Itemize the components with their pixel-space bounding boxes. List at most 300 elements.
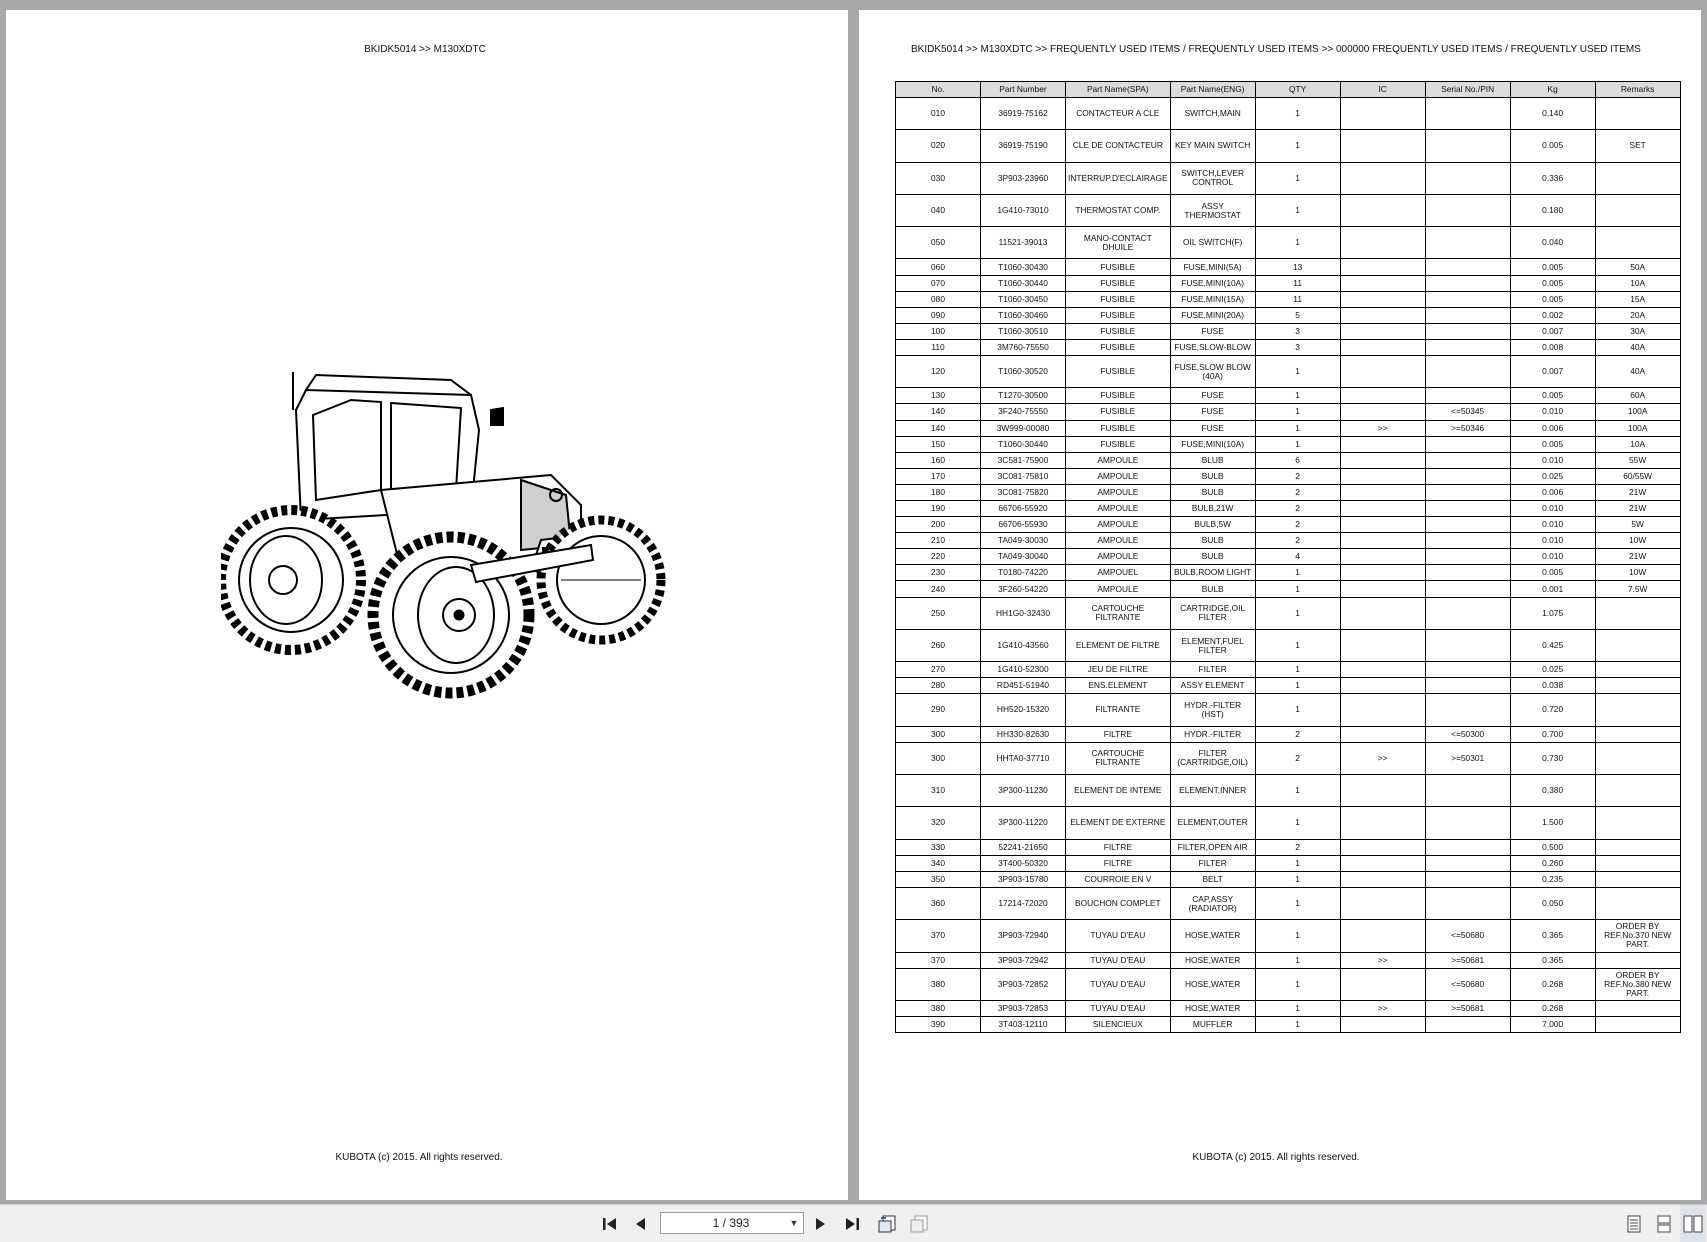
cell-remarks <box>1595 742 1680 774</box>
cell-serial <box>1425 887 1510 919</box>
cell-ic <box>1340 920 1425 952</box>
cell-qty: 11 <box>1255 275 1340 291</box>
cell-part-number: T1060-30450 <box>981 291 1066 307</box>
cell-part-name-spa: FILTRE <box>1066 839 1171 855</box>
cell-qty: 1 <box>1255 565 1340 581</box>
cell-part-name-eng: ASSY ELEMENT <box>1170 678 1255 694</box>
cell-part-name-eng: BULB <box>1170 549 1255 565</box>
cell-ic <box>1340 130 1425 162</box>
cell-no: 100 <box>896 323 981 339</box>
cell-ic <box>1340 726 1425 742</box>
cell-qty: 4 <box>1255 549 1340 565</box>
cell-serial <box>1425 775 1510 807</box>
cell-part-name-spa: FUSIBLE <box>1066 436 1171 452</box>
cell-qty: 1 <box>1255 581 1340 597</box>
cell-part-name-spa: FUSIBLE <box>1066 339 1171 355</box>
cell-qty: 2 <box>1255 742 1340 774</box>
cell-remarks <box>1595 775 1680 807</box>
cell-no: 230 <box>896 565 981 581</box>
cell-part-number: 3F240-75550 <box>981 404 1066 420</box>
copy-page-icon <box>909 1214 929 1234</box>
continuous-view-button[interactable] <box>1652 1205 1676 1242</box>
cell-part-number: 3P903-72942 <box>981 952 1066 968</box>
table-row <box>896 871 1681 887</box>
cell-serial <box>1425 130 1510 162</box>
cell-ic <box>1340 581 1425 597</box>
cell-kg: 1.075 <box>1510 597 1595 629</box>
cell-kg: 0.038 <box>1510 678 1595 694</box>
cell-kg: 0.268 <box>1510 968 1595 1000</box>
cell-no: 300 <box>896 742 981 774</box>
rotate-page-icon <box>877 1214 897 1234</box>
cell-remarks: 10A <box>1595 275 1680 291</box>
cell-serial <box>1425 807 1510 839</box>
cell-kg: 0.005 <box>1510 275 1595 291</box>
cell-serial <box>1425 694 1510 726</box>
cell-ic <box>1340 98 1425 130</box>
cell-qty: 1 <box>1255 597 1340 629</box>
cell-no: 380 <box>896 1000 981 1016</box>
cell-no: 360 <box>896 887 981 919</box>
cell-part-name-spa: COURROIE EN V <box>1066 871 1171 887</box>
column-header: Part Name(SPA) <box>1066 82 1171 98</box>
left-page <box>6 10 848 1200</box>
cell-ic <box>1340 291 1425 307</box>
left-page-header: BKIDK5014 >> M130XDTC <box>364 44 486 55</box>
cell-part-number: HH330-82630 <box>981 726 1066 742</box>
cell-kg: 0.425 <box>1510 629 1595 661</box>
cell-serial <box>1425 194 1510 226</box>
cell-remarks <box>1595 98 1680 130</box>
first-page-button[interactable] <box>598 1205 622 1242</box>
rotate-page-button[interactable] <box>874 1205 900 1242</box>
cell-kg: 0.005 <box>1510 388 1595 404</box>
cell-serial <box>1425 549 1510 565</box>
cell-kg: 0.040 <box>1510 227 1595 259</box>
cell-part-name-spa: CARTOUCHE FILTRANTE <box>1066 597 1171 629</box>
cell-kg: 0.380 <box>1510 775 1595 807</box>
page-number-select[interactable] <box>660 1212 804 1234</box>
cell-remarks <box>1595 887 1680 919</box>
cell-part-name-eng: FILTER <box>1170 855 1255 871</box>
cell-part-name-spa: FUSIBLE <box>1066 356 1171 388</box>
cell-part-name-spa: TUYAU D'EAU <box>1066 968 1171 1000</box>
cell-part-name-spa: AMPOULE <box>1066 581 1171 597</box>
cell-serial <box>1425 468 1510 484</box>
cell-part-name-eng: HOSE,WATER <box>1170 920 1255 952</box>
cell-part-name-spa: AMPOULE <box>1066 468 1171 484</box>
table-row <box>896 742 1681 774</box>
cell-part-name-spa: FILTRE <box>1066 855 1171 871</box>
table-row <box>896 291 1681 307</box>
cell-no: 080 <box>896 291 981 307</box>
cell-qty: 1 <box>1255 775 1340 807</box>
cell-no: 270 <box>896 662 981 678</box>
cell-ic <box>1340 855 1425 871</box>
cell-qty: 1 <box>1255 807 1340 839</box>
cell-no: 370 <box>896 920 981 952</box>
cell-part-name-eng: BLUB <box>1170 452 1255 468</box>
cell-part-number: 3C581-75900 <box>981 452 1066 468</box>
cell-part-name-spa: FUSIBLE <box>1066 388 1171 404</box>
table-row <box>896 920 1681 952</box>
cell-qty: 1 <box>1255 130 1340 162</box>
cell-part-number: 3P903-15780 <box>981 871 1066 887</box>
parts-table <box>895 81 1681 1033</box>
cell-kg: 0.002 <box>1510 307 1595 323</box>
cell-qty: 1 <box>1255 662 1340 678</box>
right-page <box>859 10 1701 1200</box>
table-row <box>896 775 1681 807</box>
cell-remarks: 10W <box>1595 565 1680 581</box>
cell-part-name-spa: AMPOULE <box>1066 549 1171 565</box>
chevron-down-icon: ▼ <box>789 1218 799 1228</box>
cell-ic <box>1340 356 1425 388</box>
cell-kg: 0.365 <box>1510 920 1595 952</box>
table-row <box>896 227 1681 259</box>
cell-qty: 1 <box>1255 388 1340 404</box>
cell-no: 340 <box>896 855 981 871</box>
table-row <box>896 807 1681 839</box>
cell-part-name-spa: CONTACTEUR A CLE <box>1066 98 1171 130</box>
cell-part-name-spa: CARTOUCHE FILTRANTE <box>1066 742 1171 774</box>
cell-ic <box>1340 194 1425 226</box>
table-row <box>896 339 1681 355</box>
cell-part-name-eng: BULB <box>1170 581 1255 597</box>
table-row <box>896 420 1681 436</box>
facing-pages-view-button[interactable] <box>1680 1205 1706 1242</box>
cell-part-name-eng: KEY MAIN SWITCH <box>1170 130 1255 162</box>
cell-remarks: 7.5W <box>1595 581 1680 597</box>
column-header: Part Number <box>981 82 1066 98</box>
cell-ic <box>1340 484 1425 500</box>
cell-no: 390 <box>896 1016 981 1032</box>
cell-no: 160 <box>896 452 981 468</box>
cell-serial <box>1425 501 1510 517</box>
cell-no: 220 <box>896 549 981 565</box>
cell-qty: 1 <box>1255 227 1340 259</box>
cell-part-name-eng: FUSE,MINI(10A) <box>1170 275 1255 291</box>
cell-remarks: 100A <box>1595 404 1680 420</box>
cell-kg: 0.050 <box>1510 887 1595 919</box>
table-row <box>896 1016 1681 1032</box>
cell-ic <box>1340 968 1425 1000</box>
cell-part-name-eng: BULB <box>1170 533 1255 549</box>
cell-part-name-spa: ENS.ELEMENT <box>1066 678 1171 694</box>
right-page-header: BKIDK5014 >> M130XDTC >> FREQUENTLY USED ITEMS / FREQUENTLY USED ITEMS >> 000000 FREQUENTLY USED ITEMS / FREQUENTLY USED ITEMS <box>911 44 1641 55</box>
cell-remarks: 15A <box>1595 291 1680 307</box>
cell-ic <box>1340 533 1425 549</box>
cell-remarks: ORDER BY REF.No.370 NEW PART. <box>1595 920 1680 952</box>
cell-kg: 0.700 <box>1510 726 1595 742</box>
cell-part-name-eng: SWITCH,LEVER CONTROL <box>1170 162 1255 194</box>
cell-kg: 0.010 <box>1510 404 1595 420</box>
cell-part-number: 36919-75162 <box>981 98 1066 130</box>
cell-serial <box>1425 227 1510 259</box>
cell-ic <box>1340 662 1425 678</box>
cell-kg: 0.005 <box>1510 259 1595 275</box>
cell-part-name-spa: AMPOULE <box>1066 501 1171 517</box>
cell-serial <box>1425 871 1510 887</box>
cell-part-number: 36919-75190 <box>981 130 1066 162</box>
cell-part-name-eng: HOSE,WATER <box>1170 952 1255 968</box>
cell-part-name-spa: AMPOUEL <box>1066 565 1171 581</box>
cell-serial <box>1425 517 1510 533</box>
cell-part-name-eng: BULB,5W <box>1170 517 1255 533</box>
cell-serial <box>1425 855 1510 871</box>
table-row <box>896 307 1681 323</box>
cell-qty: 1 <box>1255 162 1340 194</box>
cell-no: 050 <box>896 227 981 259</box>
cell-no: 010 <box>896 98 981 130</box>
table-row <box>896 194 1681 226</box>
cell-part-name-eng: ELEMENT,OUTER <box>1170 807 1255 839</box>
cell-no: 190 <box>896 501 981 517</box>
cell-remarks: SET <box>1595 130 1680 162</box>
cell-qty: 1 <box>1255 356 1340 388</box>
cell-part-name-eng: ASSY THERMOSTAT <box>1170 194 1255 226</box>
table-row <box>896 839 1681 855</box>
cell-ic <box>1340 227 1425 259</box>
cell-part-name-spa: THERMOSTAT COMP. <box>1066 194 1171 226</box>
cell-serial: >=50301 <box>1425 742 1510 774</box>
table-row <box>896 436 1681 452</box>
previous-page-button[interactable] <box>628 1205 652 1242</box>
column-header: Part Name(ENG) <box>1170 82 1255 98</box>
cell-ic <box>1340 1016 1425 1032</box>
cell-serial <box>1425 484 1510 500</box>
cell-part-name-eng: FUSE,SLOW BLOW (40A) <box>1170 356 1255 388</box>
cell-kg: 0.006 <box>1510 484 1595 500</box>
cell-part-number: 3F260-54220 <box>981 581 1066 597</box>
cell-ic <box>1340 597 1425 629</box>
cell-part-name-spa: ELEMENT DE EXTERNE <box>1066 807 1171 839</box>
cell-kg: 0.007 <box>1510 323 1595 339</box>
cell-part-number: 66706-55920 <box>981 501 1066 517</box>
cell-part-name-spa: MANO-CONTACT DHUILE <box>1066 227 1171 259</box>
cell-no: 020 <box>896 130 981 162</box>
cell-serial <box>1425 839 1510 855</box>
cell-part-name-eng: CAP,ASSY (RADIATOR) <box>1170 887 1255 919</box>
table-row <box>896 662 1681 678</box>
cell-serial <box>1425 662 1510 678</box>
cell-ic <box>1340 323 1425 339</box>
cell-part-name-spa: TUYAU D'EAU <box>1066 1000 1171 1016</box>
cell-no: 030 <box>896 162 981 194</box>
cell-kg: 0.007 <box>1510 356 1595 388</box>
cell-kg: 0.010 <box>1510 533 1595 549</box>
cell-part-name-eng: FUSE,MINI(5A) <box>1170 259 1255 275</box>
cell-remarks <box>1595 952 1680 968</box>
cell-part-name-eng: FUSE <box>1170 323 1255 339</box>
cell-remarks <box>1595 194 1680 226</box>
cell-part-number: 3T400-50320 <box>981 855 1066 871</box>
table-row <box>896 581 1681 597</box>
table-row <box>896 323 1681 339</box>
cell-kg: 0.730 <box>1510 742 1595 774</box>
continuous-view-icon <box>1656 1215 1672 1233</box>
cell-part-number: HHTA0-37710 <box>981 742 1066 774</box>
cell-part-name-spa: TUYAU D'EAU <box>1066 920 1171 952</box>
cell-serial <box>1425 533 1510 549</box>
cell-part-name-eng: FUSE,MINI(10A) <box>1170 436 1255 452</box>
cell-remarks: ORDER BY REF.No.380 NEW PART. <box>1595 968 1680 1000</box>
cell-serial <box>1425 275 1510 291</box>
cell-kg: 0.268 <box>1510 1000 1595 1016</box>
cell-part-number: T1060-30460 <box>981 307 1066 323</box>
last-page-button[interactable] <box>840 1205 864 1242</box>
cell-part-name-spa: CLE DE CONTACTEUR <box>1066 130 1171 162</box>
cell-serial <box>1425 1016 1510 1032</box>
cell-ic <box>1340 565 1425 581</box>
column-header: No. <box>896 82 981 98</box>
cell-part-name-eng: MUFFLER <box>1170 1016 1255 1032</box>
cell-remarks: 100A <box>1595 420 1680 436</box>
cell-no: 130 <box>896 388 981 404</box>
cell-kg: 0.025 <box>1510 468 1595 484</box>
cell-qty: 1 <box>1255 1016 1340 1032</box>
cell-ic <box>1340 839 1425 855</box>
cell-part-name-eng: HYDR.-FILTER <box>1170 726 1255 742</box>
cell-qty: 1 <box>1255 420 1340 436</box>
cell-no: 300 <box>896 726 981 742</box>
single-page-view-button[interactable] <box>1622 1205 1646 1242</box>
cell-serial <box>1425 388 1510 404</box>
column-header: QTY <box>1255 82 1340 98</box>
cell-remarks: 60A <box>1595 388 1680 404</box>
cell-ic <box>1340 694 1425 726</box>
cell-ic <box>1340 517 1425 533</box>
cell-remarks <box>1595 662 1680 678</box>
cell-part-number: T1060-30430 <box>981 259 1066 275</box>
cell-no: 110 <box>896 339 981 355</box>
cell-no: 170 <box>896 468 981 484</box>
table-row <box>896 1000 1681 1016</box>
cell-kg: 0.001 <box>1510 581 1595 597</box>
cell-part-name-eng: FUSE,MINI(15A) <box>1170 291 1255 307</box>
cell-serial: <=50300 <box>1425 726 1510 742</box>
cell-serial <box>1425 259 1510 275</box>
table-row <box>896 517 1681 533</box>
cell-part-name-spa: INTERRUP.D'ECLAIRAGE <box>1066 162 1171 194</box>
table-row <box>896 130 1681 162</box>
cell-kg: 0.365 <box>1510 952 1595 968</box>
cell-serial: <=50680 <box>1425 920 1510 952</box>
cell-serial: >=50346 <box>1425 420 1510 436</box>
cell-kg: 0.008 <box>1510 339 1595 355</box>
cell-kg: 0.005 <box>1510 291 1595 307</box>
cell-qty: 1 <box>1255 98 1340 130</box>
cell-part-name-eng: FUSE <box>1170 388 1255 404</box>
cell-ic <box>1340 549 1425 565</box>
cell-part-name-eng: HYDR.-FILTER (HST) <box>1170 694 1255 726</box>
next-page-button[interactable] <box>809 1205 833 1242</box>
cell-kg: 0.260 <box>1510 855 1595 871</box>
cell-serial <box>1425 565 1510 581</box>
cell-part-number: 3M760-75550 <box>981 339 1066 355</box>
cell-part-number: 3P903-72853 <box>981 1000 1066 1016</box>
cell-part-name-eng: FUSE <box>1170 404 1255 420</box>
cell-qty: 2 <box>1255 517 1340 533</box>
cell-remarks: 30A <box>1595 323 1680 339</box>
table-row <box>896 259 1681 275</box>
cell-qty: 1 <box>1255 920 1340 952</box>
cell-ic <box>1340 259 1425 275</box>
cell-part-number: 17214-72020 <box>981 887 1066 919</box>
cell-serial: <=50680 <box>1425 968 1510 1000</box>
cell-qty: 1 <box>1255 694 1340 726</box>
cell-remarks <box>1595 839 1680 855</box>
cell-part-name-eng: FUSE <box>1170 420 1255 436</box>
cell-remarks: 40A <box>1595 339 1680 355</box>
cell-serial: >=50681 <box>1425 1000 1510 1016</box>
table-row <box>896 678 1681 694</box>
cell-no: 120 <box>896 356 981 388</box>
cell-part-name-eng: FILTER,OPEN AIR <box>1170 839 1255 855</box>
table-row <box>896 597 1681 629</box>
cell-ic <box>1340 501 1425 517</box>
table-row <box>896 162 1681 194</box>
cell-part-name-eng: ELEMENT,FUEL FILTER <box>1170 629 1255 661</box>
table-row <box>896 694 1681 726</box>
cell-part-name-spa: FUSIBLE <box>1066 307 1171 323</box>
cell-kg: 0.025 <box>1510 662 1595 678</box>
cell-qty: 2 <box>1255 726 1340 742</box>
cell-ic <box>1340 162 1425 194</box>
cell-serial <box>1425 307 1510 323</box>
cell-remarks: 55W <box>1595 452 1680 468</box>
cell-kg: 0.005 <box>1510 436 1595 452</box>
cell-kg: 0.006 <box>1510 420 1595 436</box>
cell-qty: 6 <box>1255 452 1340 468</box>
cell-no: 310 <box>896 775 981 807</box>
cell-part-name-eng: OIL SWITCH(F) <box>1170 227 1255 259</box>
cell-ic: >> <box>1340 952 1425 968</box>
cell-part-number: 3P300-11230 <box>981 775 1066 807</box>
cell-part-number: T1060-30510 <box>981 323 1066 339</box>
cell-part-name-spa: AMPOULE <box>1066 452 1171 468</box>
cell-ic: >> <box>1340 742 1425 774</box>
cell-remarks <box>1595 597 1680 629</box>
cell-part-name-spa: FUSIBLE <box>1066 291 1171 307</box>
single-page-view-icon <box>1626 1215 1642 1233</box>
cell-part-name-eng: BULB,21W <box>1170 501 1255 517</box>
cell-part-number: 1G410-43560 <box>981 629 1066 661</box>
cell-ic <box>1340 275 1425 291</box>
last-page-icon <box>844 1216 860 1232</box>
cell-kg: 0.010 <box>1510 549 1595 565</box>
cell-part-number: 52241-21650 <box>981 839 1066 855</box>
cell-remarks: 20A <box>1595 307 1680 323</box>
cell-part-number: T1060-30520 <box>981 356 1066 388</box>
cell-kg: 0.140 <box>1510 98 1595 130</box>
cell-part-number: 3P903-23960 <box>981 162 1066 194</box>
cell-ic <box>1340 775 1425 807</box>
cell-qty: 3 <box>1255 339 1340 355</box>
cell-serial <box>1425 678 1510 694</box>
cell-kg: 0.720 <box>1510 694 1595 726</box>
column-header: IC <box>1340 82 1425 98</box>
cell-ic <box>1340 871 1425 887</box>
cell-part-name-spa: AMPOULE <box>1066 517 1171 533</box>
cell-part-number: 3P300-11220 <box>981 807 1066 839</box>
cell-remarks: 60/55W <box>1595 468 1680 484</box>
copy-page-button[interactable] <box>906 1205 932 1242</box>
table-header-row <box>896 82 1681 98</box>
cell-serial <box>1425 597 1510 629</box>
cell-no: 090 <box>896 307 981 323</box>
cell-no: 290 <box>896 694 981 726</box>
